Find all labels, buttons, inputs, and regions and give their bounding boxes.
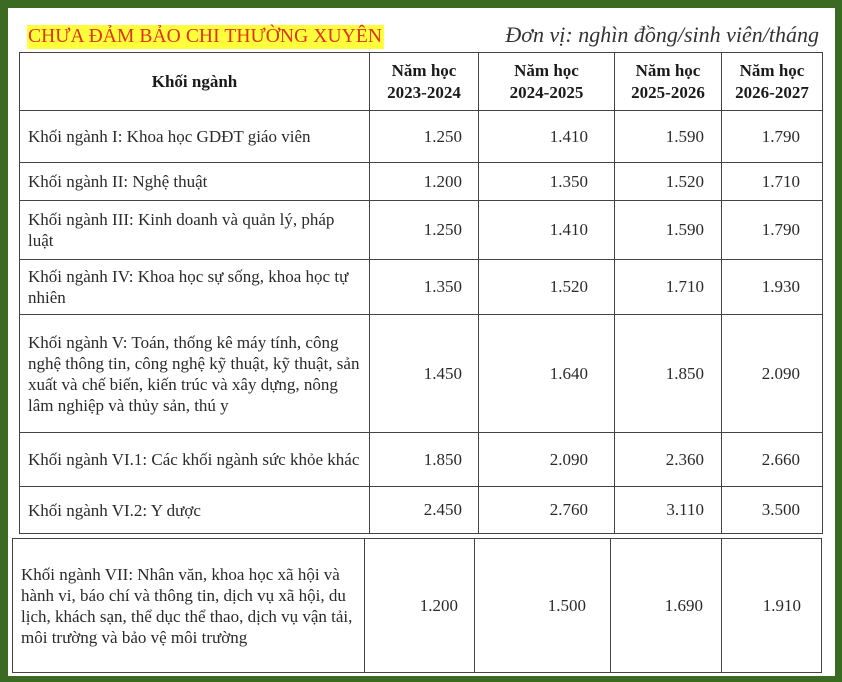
value-2025-2026: 1.520 — [615, 163, 722, 201]
document-title: CHƯA ĐẢM BẢO CHI THƯỜNG XUYÊN — [28, 26, 383, 47]
value-2026-2027: 3.500 — [722, 487, 823, 534]
tuition-table — [19, 52, 823, 534]
value-2025-2026: 1.850 — [615, 315, 722, 433]
value-2026-2027: 1.710 — [722, 163, 823, 201]
value-2026-2027: 1.790 — [722, 201, 823, 260]
tuition-table-continued — [12, 538, 822, 673]
table-row — [20, 487, 823, 534]
table-row — [20, 315, 823, 433]
value-2023-2024: 1.200 — [370, 163, 479, 201]
value-2023-2024: 1.200 — [365, 539, 475, 673]
value-2026-2027: 1.930 — [722, 260, 823, 315]
header-year: 2024-2025 — [509, 82, 584, 102]
header-year: 2026-2027 — [735, 82, 809, 102]
value-2024-2025: 1.500 — [475, 539, 611, 673]
header-2025-2026 — [615, 53, 722, 111]
table-header-row — [20, 53, 823, 111]
table-row — [20, 433, 823, 487]
value-2025-2026: 1.590 — [615, 111, 722, 163]
table-row — [13, 539, 822, 673]
header-2023-2024 — [370, 53, 479, 111]
value-2023-2024: 1.350 — [370, 260, 479, 315]
value-2025-2026: 1.590 — [615, 201, 722, 260]
table-row — [20, 201, 823, 260]
header-2024-2025 — [479, 53, 615, 111]
value-2023-2024: 2.450 — [370, 487, 479, 534]
value-2023-2024: 1.250 — [370, 201, 479, 260]
header-label: Năm học — [635, 60, 701, 80]
row-name: Khối ngành VI.2: Y dược — [20, 487, 370, 534]
header-label: Khối ngành — [151, 71, 238, 91]
value-2024-2025: 1.640 — [479, 315, 615, 433]
document-page — [8, 8, 835, 676]
value-2024-2025: 2.760 — [479, 487, 615, 534]
value-2024-2025: 1.410 — [479, 201, 615, 260]
header-khoi-nganh — [20, 53, 370, 111]
value-2023-2024: 1.850 — [370, 433, 479, 487]
row-name: Khối ngành VI.1: Các khối ngành sức khỏe khác — [20, 433, 370, 487]
value-2026-2027: 1.910 — [722, 539, 822, 673]
value-2024-2025: 1.410 — [479, 111, 615, 163]
table-row — [20, 111, 823, 163]
row-name: Khối ngành II: Nghệ thuật — [20, 163, 370, 201]
table-row — [20, 260, 823, 315]
value-2024-2025: 1.350 — [479, 163, 615, 201]
table-row — [20, 163, 823, 201]
row-name: Khối ngành V: Toán, thống kê máy tính, công nghệ thông tin, công nghệ kỹ thuật, kỹ thuật, sản xuất và chế biến, kiến trúc và xây dựng, nông lâm nghiệp và thủy sản, thú y — [20, 315, 370, 433]
header-label: Năm học — [514, 60, 579, 80]
header-label: Năm học — [739, 60, 805, 80]
value-2026-2027: 1.790 — [722, 111, 823, 163]
value-2026-2027: 2.090 — [722, 315, 823, 433]
header-2026-2027 — [722, 53, 823, 111]
value-2026-2027: 2.660 — [722, 433, 823, 487]
value-2024-2025: 2.090 — [479, 433, 615, 487]
header-year: 2023-2024 — [387, 82, 461, 102]
value-2024-2025: 1.520 — [479, 260, 615, 315]
row-name: Khối ngành III: Kinh doanh và quản lý, pháp luật — [20, 201, 370, 260]
header-label: Năm học — [391, 60, 457, 80]
value-2025-2026: 3.110 — [615, 487, 722, 534]
value-2023-2024: 1.450 — [370, 315, 479, 433]
row-name: Khối ngành I: Khoa học GDĐT giáo viên — [20, 111, 370, 163]
row-name: Khối ngành VII: Nhân văn, khoa học xã hội và hành vi, báo chí và thông tin, dịch vụ xã hội, du lịch, khách sạn, thể dục thể thao, dịch vụ vận tải, môi trường và bảo vệ môi trường — [13, 539, 365, 673]
row-name: Khối ngành IV: Khoa học sự sống, khoa học tự nhiên — [20, 260, 370, 315]
value-2023-2024: 1.250 — [370, 111, 479, 163]
value-2025-2026: 1.710 — [615, 260, 722, 315]
value-2025-2026: 1.690 — [611, 539, 722, 673]
header-year: 2025-2026 — [631, 82, 705, 102]
unit-label: Đơn vị: nghìn đồng/sinh viên/tháng — [505, 22, 819, 47]
value-2025-2026: 2.360 — [615, 433, 722, 487]
